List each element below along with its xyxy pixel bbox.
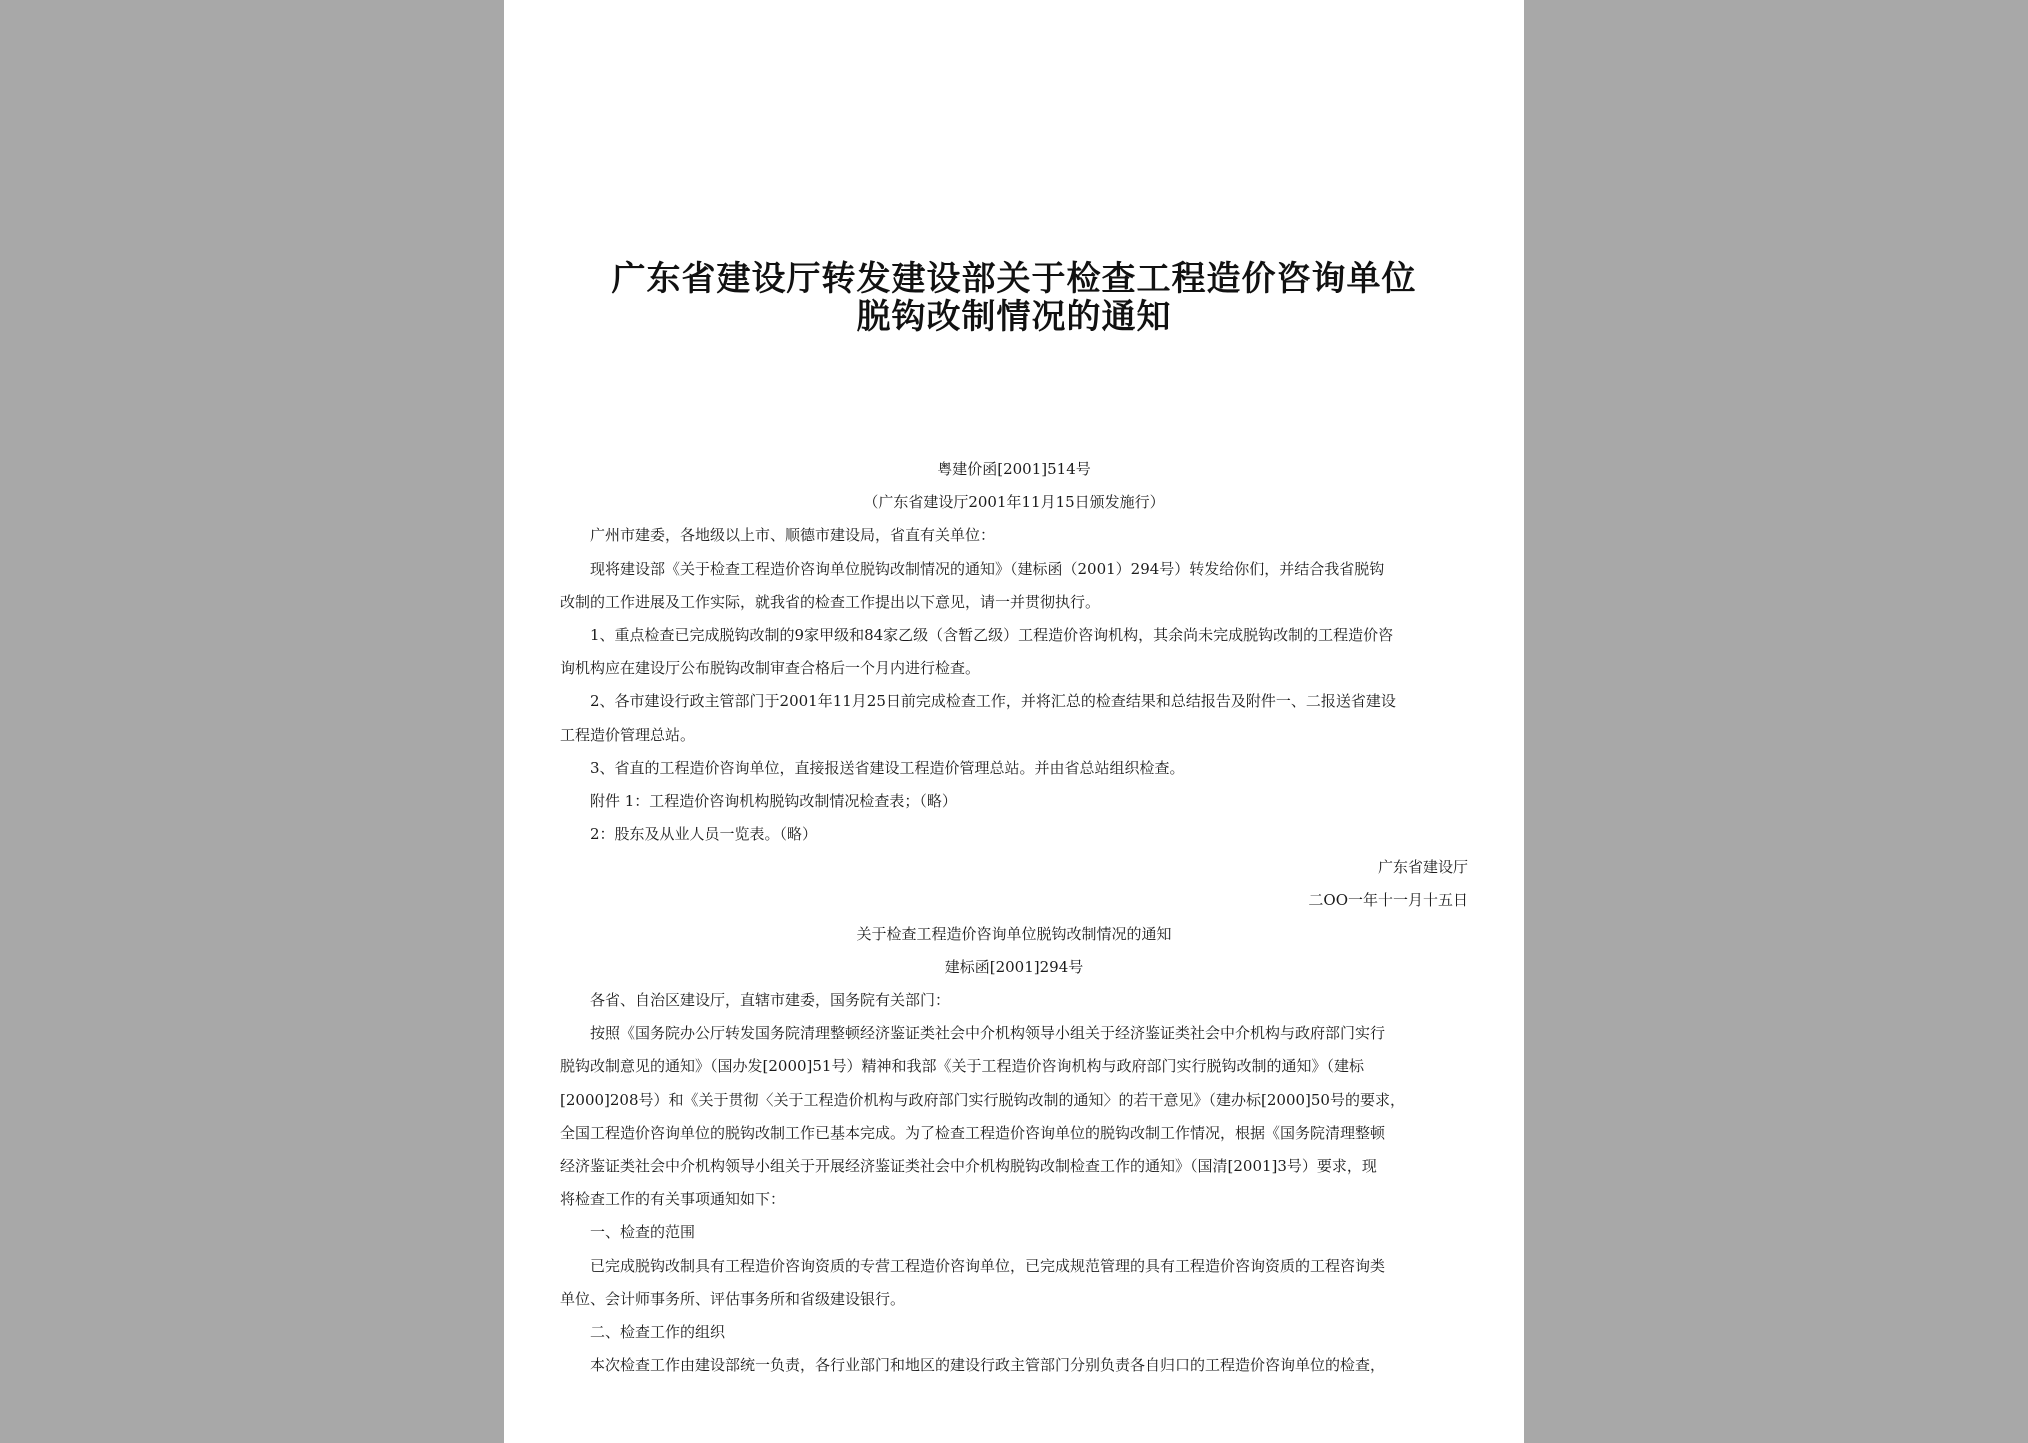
title-line-1: 广东省建设厅转发建设部关于检查工程造价咨询单位 xyxy=(611,259,1417,299)
section-2-line: 本次检查工作由建设部统一负责，各行业部门和地区的建设行政主管部门分别负责各自归口的工程造价咨询单位的检查， xyxy=(590,1356,1386,1375)
title-line-2: 脱钩改制情况的通知 xyxy=(856,297,1172,337)
sign-date: 二OO一年十一月十五日 xyxy=(1308,891,1468,910)
intro-line: 改制的工作进展及工作实际，就我省的检查工作提出以下意见，请一并贯彻执行。 xyxy=(560,592,1101,611)
sub-body-line: 将检查工作的有关事项通知如下： xyxy=(560,1190,786,1209)
attachment-1: 附件 1：工程造价咨询机构脱钩改制情况检查表；（略） xyxy=(590,791,957,810)
sub-body-line: 经济鉴证类社会中介机构领导小组关于开展经济鉴证类社会中介机构脱钩改制检查工作的通知》（国清[2001]3号）要求，现 xyxy=(560,1156,1377,1175)
sub-body-line: 全国工程造价咨询单位的脱钩改制工作已基本完成。为了检查工程造价咨询单位的脱钩改制工作情况，根据《国务院清理整顿 xyxy=(560,1123,1386,1142)
sub-body-line: 按照《国务院办公厅转发国务院清理整顿经济鉴证类社会中介机构领导小组关于经济鉴证类社会中介机构与政府部门实行 xyxy=(590,1024,1386,1043)
sub-number: 建标函[2001]294号 xyxy=(944,957,1084,976)
item-3: 3、省直的工程造价咨询单位，直接报送省建设工程造价管理总站。并由省总站组织检查。 xyxy=(590,758,1185,777)
intro-line: 现将建设部《关于检查工程造价咨询单位脱钩改制情况的通知》（建标函（2001）294号）转发给你们，并结合我省脱钩 xyxy=(590,559,1385,578)
item-2-line: 工程造价管理总站。 xyxy=(560,725,696,744)
document-body xyxy=(560,453,1468,1382)
sub-body-line: 脱钩改制意见的通知》（国办发[2000]51号）精神和我部《关于工程造价咨询机构与政府部门实行脱钩改制的通知》（建标 xyxy=(560,1057,1364,1076)
document-title xyxy=(504,260,1524,336)
issue-note: （广东省建设厅2001年11月15日颁发施行） xyxy=(863,493,1165,512)
item-2-line: 2、各市建设行政主管部门于2001年11月25日前完成检查工作，并将汇总的检查结果和总结报告及附件一、二报送省建设 xyxy=(590,692,1396,711)
section-1-heading: 一、检查的范围 xyxy=(590,1223,696,1242)
sub-body-line: [2000]208号）和《关于贯彻〈关于工程造价机构与政府部门实行脱钩改制的通知〉的若干意见》（建办标[2000]50号的要求， xyxy=(560,1090,1405,1109)
sub-title: 关于检查工程造价咨询单位脱钩改制情况的通知 xyxy=(856,924,1172,943)
item-1-line: 询机构应在建设厅公布脱钩改制审查合格后一个月内进行检查。 xyxy=(560,659,981,678)
signer: 广东省建设厅 xyxy=(1377,858,1468,877)
sub-salutation: 各省、自治区建设厅，直辖市建委，国务院有关部门： xyxy=(590,991,951,1009)
section-1-line: 单位、会计师事务所、评估事务所和省级建设银行。 xyxy=(560,1289,906,1308)
doc-number: 粤建价函[2001]514号 xyxy=(937,460,1091,478)
salutation: 广州市建委，各地级以上市、顺德市建设局，省直有关单位： xyxy=(590,526,996,545)
attachment-2: 2：股东及从业人员一览表。（略） xyxy=(590,825,818,844)
section-1-line: 已完成脱钩改制具有工程造价咨询资质的专营工程造价咨询单位，已完成规范管理的具有工程造价咨询资质的工程咨询类 xyxy=(590,1256,1386,1275)
item-1-line: 1、重点检查已完成脱钩改制的9家甲级和84家乙级（含暂乙级）工程造价咨询机构，其余尚未完成脱钩改制的工程造价咨 xyxy=(590,625,1394,644)
section-2-heading: 二、检查工作的组织 xyxy=(590,1322,726,1341)
document-page xyxy=(504,0,1524,1443)
